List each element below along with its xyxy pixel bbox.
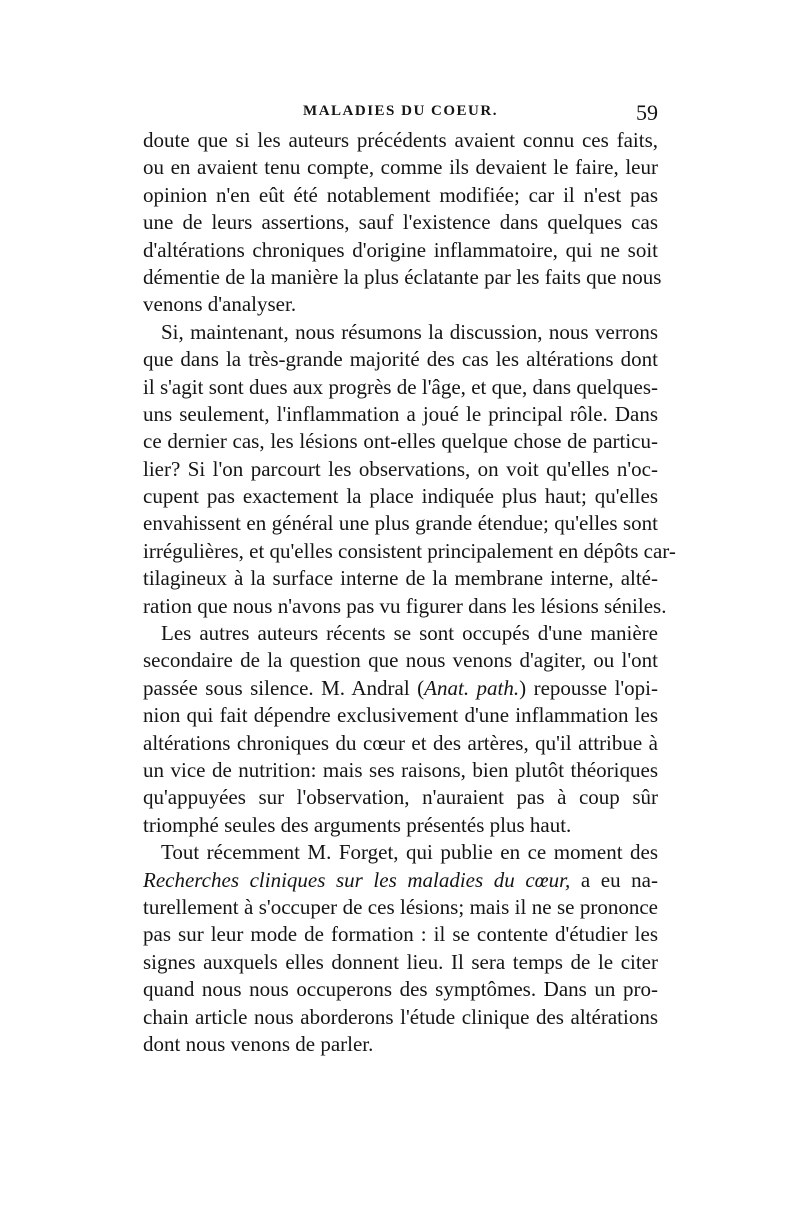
text-line: Si, maintenant, nous résumons la discussion, nous verrons [161, 319, 658, 344]
page-number: 59 [636, 100, 658, 125]
text-line: envahissent en général une plus grande étendue; qu'elles sont [143, 511, 658, 536]
text-line: ou en avaient tenu compte, comme ils devaient le faire, leur [143, 155, 658, 180]
text-line: Tout récemment M. Forget, qui publie en ce moment des [161, 840, 658, 865]
paragraph-1 [143, 127, 662, 319]
text-line: pas sur leur mode de formation : il se contente d'étudier les [143, 922, 658, 947]
text-line: venons d'analyser. [143, 292, 297, 317]
text-line: opinion n'en eût été notablement modifiée; car il n'est pas [143, 182, 658, 207]
text-line [143, 675, 658, 702]
text-line: il s'agit sont dues aux progrès de l'âge, et que, dans quelques- [143, 374, 658, 399]
paragraph-2 [143, 319, 676, 620]
citation-italic: Anat. path. [424, 675, 520, 700]
text-line: turellement à s'occuper de ces lésions; mais il ne se prononce [143, 894, 658, 919]
running-head [143, 100, 658, 126]
text-line: un vice de nutrition: mais ses raisons, bien plutôt théoriques [143, 757, 658, 782]
text-segment: a eu na- [570, 867, 658, 892]
running-title: MALADIES DU COEUR. [303, 103, 498, 119]
text-line: doute que si les auteurs précédents avaient connu ces faits, [143, 128, 658, 152]
text-line: d'altérations chroniques d'origine inflammatoire, qui ne soit [143, 237, 658, 262]
text-line: signes auxquels elles donnent lieu. Il sera temps de le citer [143, 949, 658, 974]
paragraph-3 [143, 620, 658, 839]
text-line: uns seulement, l'inflammation a joué le principal rôle. Dans [143, 401, 658, 426]
text-line: Les autres auteurs récents se sont occupés d'une manière [161, 621, 658, 646]
body-text [143, 127, 676, 1058]
text-segment: passée sous silence. M. Andral ( [143, 675, 425, 700]
text-line: lier? Si l'on parcourt les observations, on voit qu'elles n'oc- [143, 456, 658, 481]
book-title-italic: Recherches cliniques sur les maladies du cœur, [143, 867, 571, 892]
text-segment: ) repousse l'opi- [519, 675, 659, 700]
text-line: dont nous venons de parler. [143, 1031, 374, 1056]
text-line: triomphé seules des arguments présentés plus haut. [143, 812, 572, 837]
text-line: nion qui fait dépendre exclusivement d'une inflammation les [143, 703, 658, 728]
text-line: chain article nous aborderons l'étude clinique des altérations [143, 1004, 658, 1029]
text-line: altérations chroniques du cœur et des artères, qu'il attribue à [143, 730, 658, 755]
text-line: tilagineux à la surface interne de la membrane interne, alté- [143, 566, 658, 591]
text-line: secondaire de la question que nous venons d'agiter, ou l'ont [143, 648, 658, 673]
text-line: quand nous nous occuperons des symptômes. Dans un pro- [143, 977, 658, 1002]
text-line: qu'appuyées sur l'observation, n'auraient pas à coup sûr [143, 785, 658, 810]
text-line: irrégulières, et qu'elles consistent principalement en dépôts car- [143, 538, 676, 563]
text-line: que dans la très-grande majorité des cas les altérations dont [143, 347, 658, 372]
text-line: ce dernier cas, les lésions ont-elles quelque chose de particu- [143, 429, 658, 454]
text-line: ration que nous n'avons pas vu figurer dans les lésions séniles. [143, 593, 667, 618]
text-line: cupent pas exactement la place indiquée plus haut; qu'elles [143, 484, 658, 509]
paragraph-4 [143, 839, 658, 1058]
text-line: une de leurs assertions, sauf l'existence dans quelques cas [143, 210, 658, 235]
text-line [143, 867, 658, 894]
text-line: démentie de la manière la plus éclatante par les faits que nous [143, 264, 662, 289]
